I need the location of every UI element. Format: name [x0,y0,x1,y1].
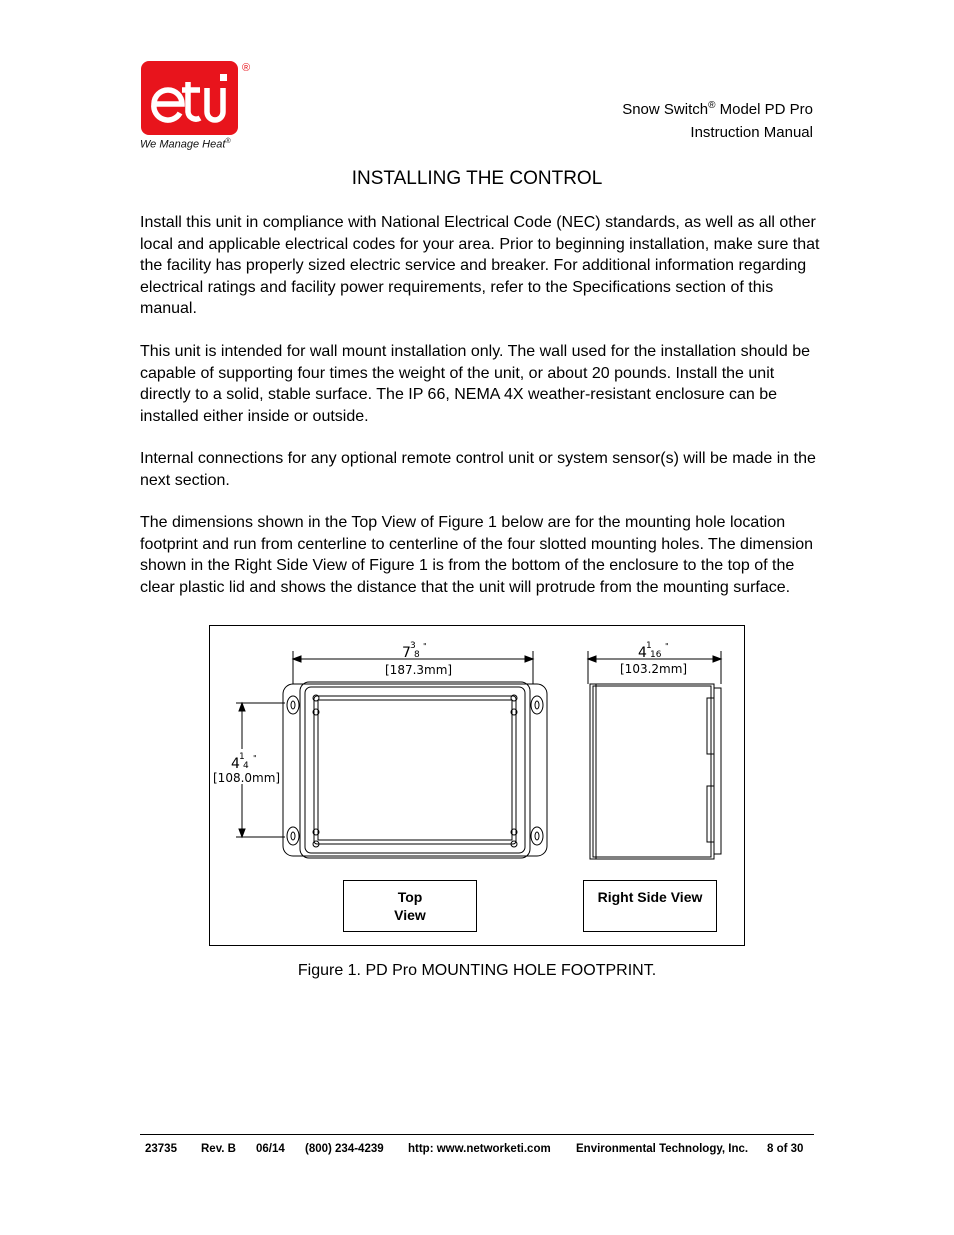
height-metric: [108.0mm] [213,771,281,785]
header-product: Snow Switch® Model PD Pro [622,100,813,118]
svg-text:": " [423,642,427,651]
registered-mark: ® [242,62,251,74]
paragraph-nec: Install this unit in compliance with National Electrical Code (NEC) standards, as well as all other local and applicable electrical codes for your area. Prior to beginning installation, make sure that the facility has properly sized electric service and breaker. For additional information regarding electrical ratings and facility power requirements, refer to the Specifications section of this manual. [140,214,820,317]
svg-text:8: 8 [414,650,420,660]
svg-text:16: 16 [650,650,662,660]
side-view-drawing [590,684,721,859]
svg-text:1: 1 [239,752,245,762]
top-view-drawing [283,682,547,858]
section-title: INSTALLING THE CONTROL [351,168,603,189]
paragraph-wall-mount: This unit is intended for wall mount installation only. The wall used for the installation should be capable of supporting four times the weight of the unit, or about 20 pounds. Install the unit directly to a solid, stable surface. The IP 66, NEMA 4X weather-resistant enclosure can be installed either inside or outside. [140,343,811,425]
footer-phone: (800) 234-4239 [305,1143,384,1155]
right-side-view-label: Right Side View [583,880,717,932]
width-whole: 7 [402,645,411,661]
figure-mounting-footprint [209,625,745,946]
footer-date: 06/14 [256,1143,285,1155]
depth-whole: 4 [638,645,647,661]
paragraph-dimensions: The dimensions shown in the Top View of Figure 1 below are for the mounting hole location footprint and run from centerline to centerline of the four slotted mounting holes. The dimension shown in the Right Side View of Figure 1 is from the bottom of the enclosure to the top of the clear plastic lid and shows the distance that the unit will protrude from the mounting surface. [140,514,813,596]
svg-text:": " [253,754,257,763]
svg-text:1: 1 [646,641,652,651]
logo-tagline: We Manage Heat® [140,138,231,151]
svg-text:3: 3 [410,641,416,651]
svg-text:4: 4 [243,761,249,771]
width-metric: [187.3mm] [385,663,453,677]
footer-website: http: www.networketi.com [408,1143,551,1155]
header-manual: Instruction Manual [690,124,813,141]
top-view-label: Top View [343,880,477,932]
footer-page: 8 of 30 [767,1143,804,1155]
figure-caption: Figure 1. PD Pro MOUNTING HOLE FOOTPRINT. [297,962,657,979]
depth-metric: [103.2mm] [620,662,688,676]
footer-revision: Rev. B [201,1143,236,1155]
paragraph-connections: Internal connections for any optional remote control unit or system sensor(s) will be made in the next section. [140,450,816,489]
svg-text:": " [665,642,669,651]
height-whole: 4 [231,756,240,772]
footer [140,1143,814,1159]
footer-divider [140,1134,814,1135]
footer-company: Environmental Technology, Inc. [576,1143,749,1155]
footer-doc-number: 23735 [145,1143,177,1155]
